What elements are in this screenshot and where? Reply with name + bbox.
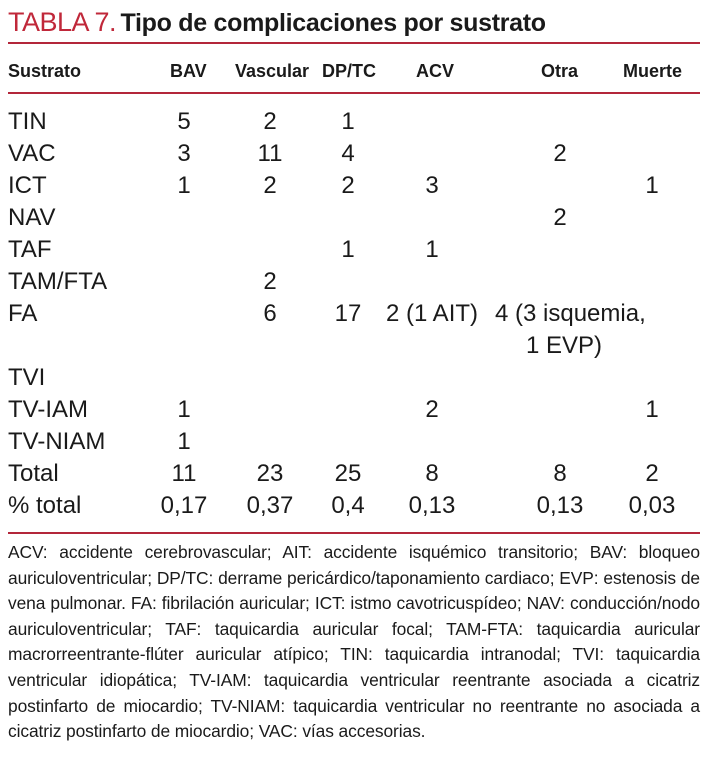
row-label: VAC <box>8 140 56 167</box>
table-cell: 2 <box>425 396 439 423</box>
table-cell: 0,17 <box>160 492 208 519</box>
table-cell: 2 <box>645 460 659 487</box>
table-cell: 4 <box>341 140 355 167</box>
table-cell: 2 <box>341 172 355 199</box>
row-label: NAV <box>8 204 56 231</box>
table-cell: 25 <box>334 460 362 487</box>
table-cell: 1 <box>645 172 659 199</box>
column-header-acv: ACV <box>416 61 455 81</box>
row-label: TIN <box>8 108 47 135</box>
table-cell: 11 <box>171 460 197 487</box>
row-label: TVI <box>8 364 46 391</box>
table-cell-continuation: 1 EVP) <box>526 332 603 359</box>
table-cell: 23 <box>256 460 284 487</box>
table-cell: 1 <box>425 236 439 263</box>
column-header-otra: Otra <box>541 61 579 81</box>
table-cell: 2 <box>263 268 277 295</box>
column-header-muerte: Muerte <box>623 61 683 81</box>
column-header-vascular: Vascular <box>235 61 310 81</box>
table-cell: 2 <box>263 172 277 199</box>
table-cell: 2 <box>553 204 567 231</box>
table-title-bar <box>8 4 700 44</box>
row-label: FA <box>8 300 38 327</box>
table-cell: 8 <box>425 460 439 487</box>
table-cell: 1 <box>177 172 191 199</box>
row-label: TV-IAM <box>8 396 89 423</box>
table-footnote: ACV: accidente cerebrovascular; AIT: accidente isquémico transitorio; BAV: bloqueo auriculoventricular; DP/TC: derrame pericárdico/taponamiento cardiaco; EVP: estenosis de vena pulmonar. FA: fibrilación auricular; ICT: istmo cavotricuspídeo; NAV: conducción/nodo auriculoventricular; TAF: taquicardia auricular focal; TAM-FTA: taquicardia auricular macrorreentrante-flúter auricular atípico; TIN: taquicardia intranodal; TVI: taquicardia ventricular idiopática; TV-IAM: taquicardia ventricular reentrante asociada a cicatriz postinfarto de miocardio; TV-NIAM: taquicardia ventricular no reentrante no asociada a cicatriz postinfarto de miocardio; VAC: vías accesorias. <box>8 542 700 742</box>
table-cell: 5 <box>177 108 191 135</box>
table-cell: 3 <box>177 140 191 167</box>
table-cell: 1 <box>645 396 659 423</box>
table-title: Tipo de complicaciones por sustrato <box>120 9 546 37</box>
table-cell: 3 <box>425 172 439 199</box>
table-body <box>8 92 700 534</box>
table-cell: 4 (3 isquemia, <box>495 300 646 327</box>
table-header-row <box>8 52 700 94</box>
row-label: ICT <box>8 172 47 199</box>
row-label: TAF <box>8 236 52 263</box>
row-label: % total <box>8 492 82 519</box>
table-cell: 17 <box>334 300 362 327</box>
table-cell: 1 <box>341 108 355 135</box>
table-cell: 1 <box>177 396 191 423</box>
table-cell: 0,13 <box>408 492 456 519</box>
table-cell: 6 <box>263 300 277 327</box>
table-cell: 2 <box>263 108 277 135</box>
row-label: TAM/FTA <box>8 268 108 295</box>
table-cell: 1 <box>341 236 355 263</box>
table-cell: 0,13 <box>536 492 584 519</box>
table-cell: 0,4 <box>331 492 365 519</box>
table-cell: 11 <box>257 140 283 167</box>
table-cell: 0,03 <box>628 492 676 519</box>
table-cell: 1 <box>177 428 191 455</box>
row-label: Total <box>8 460 59 487</box>
table-cell: 2 <box>553 140 567 167</box>
row-label: TV-NIAM <box>8 428 106 455</box>
column-header-sustrato: Sustrato <box>8 61 82 81</box>
column-header-dp-tc: DP/TC <box>322 61 376 81</box>
table-number-label: TABLA 7. <box>8 7 117 37</box>
table-cell: 0,37 <box>246 492 294 519</box>
column-header-bav: BAV <box>170 61 207 81</box>
table-cell: 8 <box>553 460 567 487</box>
table-cell: 2 (1 AIT) <box>385 300 479 327</box>
